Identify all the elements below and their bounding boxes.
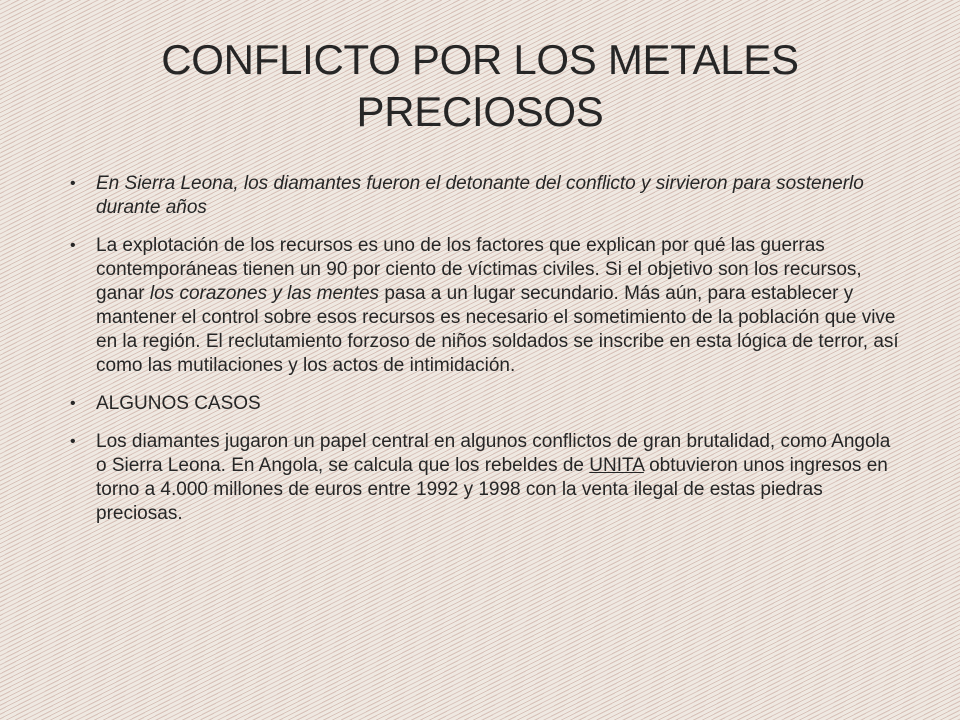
bullet-list bbox=[70, 172, 902, 540]
bullet-text: ALGUNOS CASOS bbox=[96, 393, 261, 414]
bullet-icon: • bbox=[70, 237, 76, 254]
bullet-item-algunos-casos bbox=[70, 392, 902, 416]
bullet-icon: • bbox=[70, 433, 76, 450]
bullet-icon: • bbox=[70, 175, 76, 192]
bullet-text-part2: pasa a un lugar secundario. Más aún, para establecer y mantener el control sobre esos recursos es necesario el sometimiento de la población que vive en la región. El reclutamiento forzoso de niños soldados se inscribe en esta lógica de terror, así como las mutilaciones y los actos de intimidación. bbox=[96, 283, 899, 376]
bullet-text: En Sierra Leona, los diamantes fueron el detonante del conflicto y sirvieron para sostenerlo durante años bbox=[96, 173, 864, 218]
slide-title: CONFLICTO POR LOS METALES PRECIOSOS bbox=[161, 36, 799, 135]
bullet-text-part2: obtuvieron unos ingresos en torno a 4.000 millones de euros entre 1992 y 1998 con la venta ilegal de estas piedras preciosas. bbox=[96, 455, 888, 524]
bullet-text-part1: Los diamantes jugaron un papel central en algunos conflictos de gran brutalidad, como Angola o Sierra Leona. En Angola, se calcula que los rebeldes de bbox=[96, 431, 891, 476]
bullet-item-explotacion bbox=[70, 234, 902, 378]
bullet-text-part1: La explotación de los recursos es uno de los factores que explican por qué las guerras contemporáneas tienen un 90 por ciento de víctimas civiles. Si el objetivo son los recursos, ganar bbox=[96, 235, 862, 304]
bullet-item-sierra-leona bbox=[70, 172, 902, 220]
bullet-icon: • bbox=[70, 395, 76, 412]
bullet-item-diamantes-angola bbox=[70, 430, 902, 526]
bullet-text-italic: los corazones y las mentes bbox=[149, 283, 380, 304]
unita-link[interactable]: UNITA bbox=[589, 455, 644, 476]
